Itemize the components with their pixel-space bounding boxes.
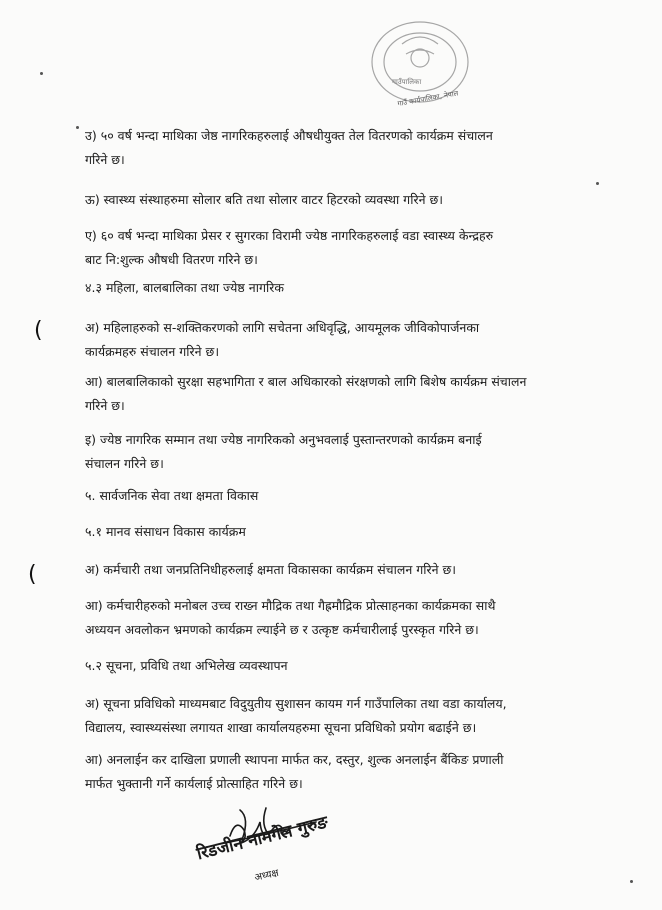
- paragraph-a-it: अ) सूचना प्रविधिको माध्यमबाट विदुयुतीय सुशासन कायम गर्न गाउँपालिका तथा वडा कार्यालय, विद्यालय, स्वास्थ्यसंस्था लगायत शाखा कार्यालयहरुमा सूचना प्रविधिको प्रयोग बढाईने छ।: [85, 696, 507, 735]
- paragraph-a-women: अ) महिलाहरुको स-शक्तिकरणको लागि सचेतना अधिवृद्धि, आयमूलक जीविकोपार्जनका कार्यक्रमहरु संचालन गरिने छ।: [85, 320, 480, 359]
- paragraph-aa-online: आ) अनलाईन कर दाखिला प्रणाली स्थापना मार्फत कर, दस्तुर, शुल्क अनलाईन बैंकिङ प्रणाली मार्फत भुक्तानी गर्ने कार्यलाई प्रोत्साहित गरिने छ।: [85, 752, 504, 791]
- signatory-name: रिडजीन नामगेल गुरुङ: [194, 812, 330, 865]
- seal-text-top: गाउँपालिका: [392, 78, 422, 86]
- official-seal-stamp-icon: [362, 14, 474, 110]
- section-heading-4-3: ४.३ महिला, बालबालिका तथा ज्येष्ठ नागरिक: [85, 280, 284, 295]
- scan-speck: [76, 126, 79, 129]
- section-heading-5: ५. सार्वजनिक सेवा तथा क्षमता विकास: [85, 488, 259, 503]
- section-heading-5-2: ५.२ सूचना, प्रविधि तथा अभिलेख व्यवस्थापन: [85, 658, 288, 673]
- paragraph-i-elderly: इ) ज्येष्ठ नागरिक सम्मान तथा ज्येष्ठ नागरिकको अनुभवलाई पुस्तान्तरणको कार्यक्रम बनाई संचालन गरिने छ।: [85, 432, 482, 471]
- scan-speck: [596, 182, 599, 185]
- paragraph-e: ए) ६० वर्ष भन्दा माथिका प्रेसर र सुगरका विरामी ज्येष्ठ नागरिकहरुलाई वडा स्वास्थ्य केन्द्रहरु बाट नि:शुल्क औषधी वितरण गरिने छ।: [85, 228, 494, 267]
- paragraph-aa-children: आ) बालबालिकाको सुरक्षा सहभागिता र बाल अधिकारको संरक्षणको लागि बिशेष कार्यक्रम संचालन गरिने छ।: [85, 374, 527, 413]
- margin-mark: (: [34, 318, 43, 343]
- paragraph-oo: ऊ) स्वास्थ्य संस्थाहरुमा सोलार बति तथा सोलार वाटर हिटरको व्यवस्था गरिने छ।: [85, 192, 443, 207]
- signatory-title: अध्यक्ष: [253, 867, 280, 884]
- paragraph-a-staff: अ) कर्मचारी तथा जनप्रतिनिधीहरुलाई क्षमता विकासका कार्यक्रम संचालन गरिने छ।: [85, 562, 457, 577]
- section-heading-5-1: ५.१ मानव संसाधन विकास कार्यक्रम: [85, 524, 246, 539]
- seal-text-bottom: गाउँ कार्यपालिका, नेपाल: [396, 89, 459, 108]
- scan-speck: [40, 72, 43, 75]
- margin-mark: (: [28, 562, 37, 587]
- paragraph-aa-staff: आ) कर्मचारीहरुको मनोबल उच्च राख्न मौद्रिक तथा गैह्रमौद्रिक प्रोत्साहनका कार्यक्रमका साथै अध्ययन अवलोकन भ्रमणको कार्यक्रम ल्याईने छ र उत्कृष्ट कर्मचारीलाई पुरस्कृत गरिने छ।: [85, 598, 496, 637]
- scan-speck: [630, 880, 633, 883]
- paragraph-u: उ) ५० वर्ष भन्दा माथिका जेष्ठ नागरिकहरुलाई औषधीयुक्त तेल वितरणको कार्यक्रम संचालन गरिने छ।: [85, 128, 493, 167]
